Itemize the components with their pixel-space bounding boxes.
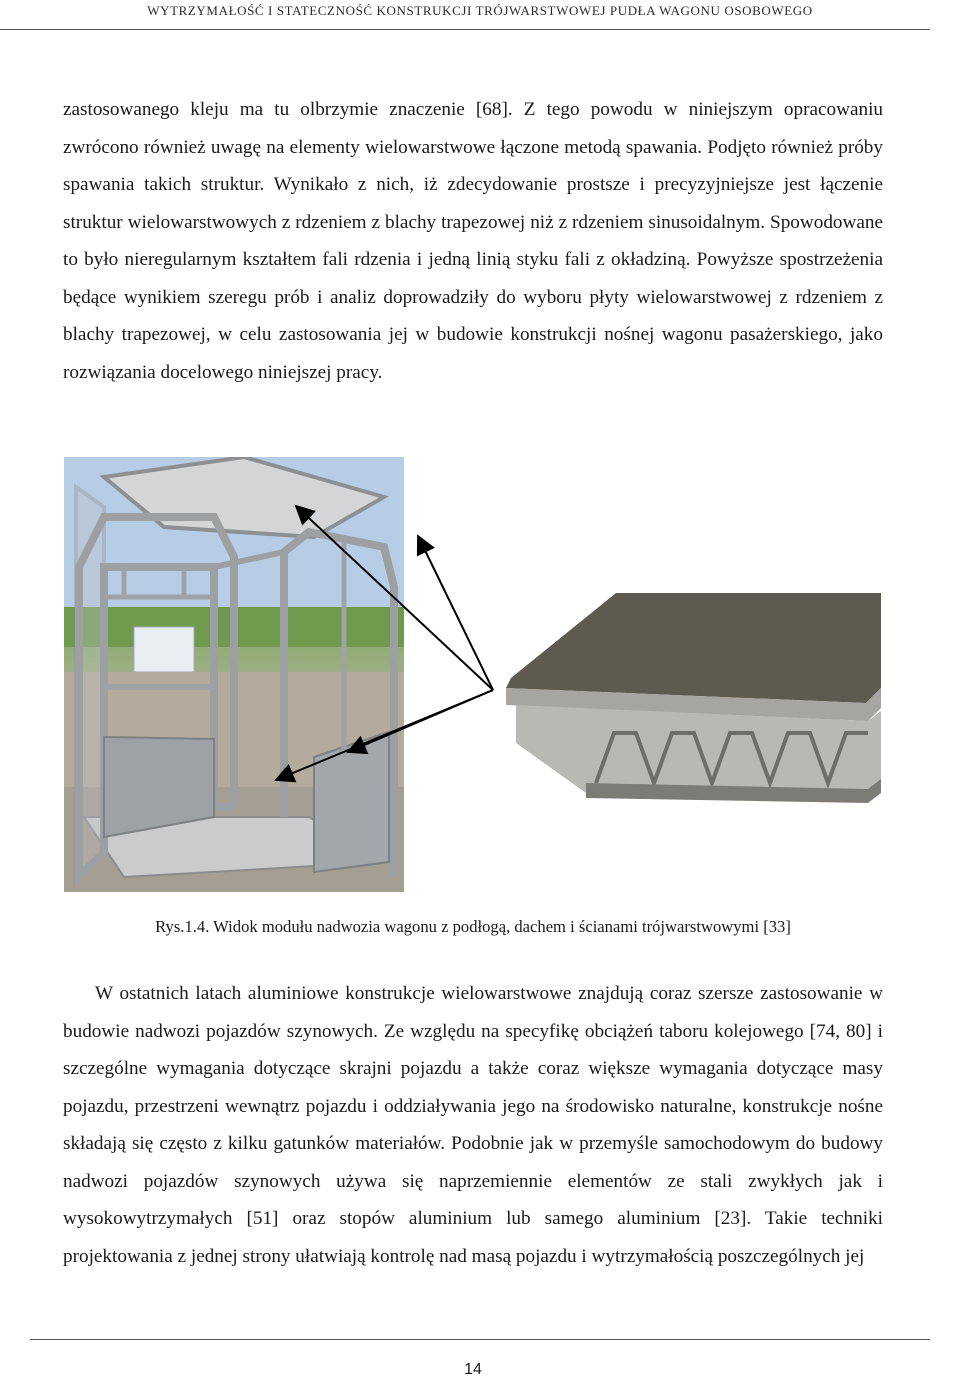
running-header: WYTRZYMAŁOŚĆ I STATECZNOŚĆ KONSTRUKCJI TRÓJWARSTWOWEJ PUDŁA WAGONU OSOBOWEGO	[147, 3, 813, 18]
footer-rule	[30, 1339, 930, 1340]
body-paragraph-1: zastosowanego kleju ma tu olbrzymie znaczenie [68]. Z tego powodu w niniejszym opracowaniu zwrócono również uwagę na elementy wielowarstwowe łączone metodą spawania. Podjęto również próby spawania takich struktur. Wynikało z nich, iż zdecydowanie prostsze i precyzyjniejsze jest łączenie struktur wielowarstwowych z rdzeniem z blachy trapezowej niż z rdzeniem sinusoidalnym. Spowodowane to było nieregularnym kształtem fali rdzenia i jedną linią styku fali z okładziną. Powyższe spostrzeżenia będące wynikiem szeregu prób i analiz doprowadziły do wyboru płyty wielowarstwowej z rdzeniem z blachy trapezowej, w celu zastosowania jej w budowie konstrukcji nośnej wagonu pasażerskiego, jako rozwiązania docelowego niniejszej pracy.	[63, 99, 883, 383]
figure-caption: Rys.1.4. Widok modułu nadwozia wagonu z podłogą, dachem i ścianami trójwarstwowymi [33]	[155, 917, 791, 936]
header-rule	[0, 29, 930, 30]
page-number: 14	[464, 1361, 482, 1378]
body-paragraph-2: W ostatnich latach aluminiowe konstrukcje wielowarstwowe znajdują coraz szersze zastosowanie w budowie nadwozi pojazdów szynowych. Ze względu na specyfikę obciążeń taboru kolejowego [74, 80] i szczególne wymagania dotyczące skrajni pojazdu a także coraz większe wymagania dotyczące masy pojazdu, przestrzeni wewnątrz pojazdu i oddziaływania jego na środowisko naturalne, konstrukcje nośne składają się często z kilku gatunków materiałów. Podobnie jak w przemyśle samochodowym do budowy nadwozi pojazdów szynowych używa się naprzemiennie elementów ze stali zwykłych jak i wysokowytrzymałych [51] oraz stopów aluminium lub samego aluminium [23]. Takie techniki projektowania z jednej strony ułatwiają kontrolę nad masą pojazdu i wytrzymałością poszczególnych jej	[63, 983, 883, 1267]
photo-sandwich-panel	[496, 593, 881, 803]
wagon-module-drawing	[64, 457, 404, 892]
trapezoidal-core-panel-drawing	[496, 593, 881, 803]
photo-wagon-module	[64, 457, 404, 892]
